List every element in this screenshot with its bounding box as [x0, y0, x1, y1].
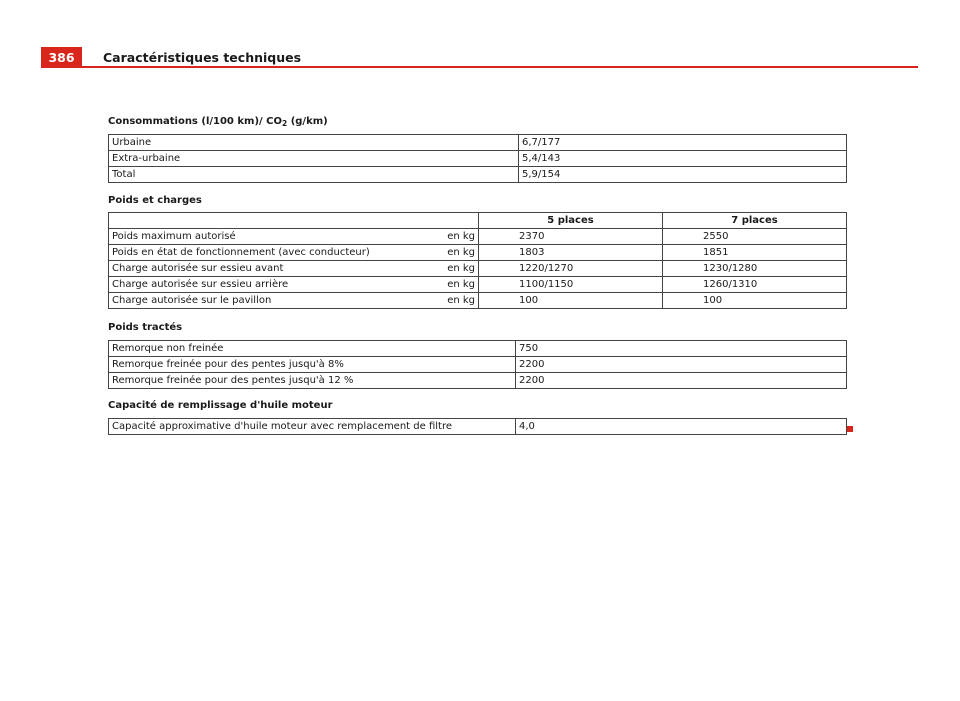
row-value: 5,4/143 [519, 151, 847, 167]
row-label: Charge autorisée sur le pavillon [112, 295, 272, 306]
row-label: Urbaine [109, 135, 519, 151]
column-header-5-places: 5 places [479, 213, 663, 229]
page-number: 386 [41, 47, 82, 67]
page-title: Caractéristiques techniques [103, 50, 302, 65]
row-label: Capacité approximative d'huile moteur avec remplacement de filtre [109, 419, 516, 435]
row-label: Charge autorisée sur essieu arrière [112, 279, 289, 290]
row-value: 2200 [516, 357, 847, 373]
value-5-places: 1220/1270 [479, 261, 663, 277]
table-row [109, 167, 847, 183]
table-row [109, 135, 847, 151]
weights-title: Poids et charges [108, 195, 202, 206]
table-row [109, 151, 847, 167]
table-row [109, 261, 847, 277]
value-5-places: 1803 [479, 245, 663, 261]
value-5-places: 100 [479, 293, 663, 309]
section-end-square-icon [847, 426, 853, 432]
value-7-places: 1230/1280 [663, 261, 847, 277]
row-label: Remorque freinée pour des pentes jusqu'à 8% [109, 357, 516, 373]
table-row [109, 357, 847, 373]
consumption-table [108, 134, 847, 183]
row-value: 6,7/177 [519, 135, 847, 151]
row-value: 2200 [516, 373, 847, 389]
row-unit: en kg [447, 231, 475, 242]
row-label: Total [109, 167, 519, 183]
weights-table [108, 212, 847, 309]
row-label: Remorque freinée pour des pentes jusqu'à 12 % [109, 373, 516, 389]
value-5-places: 1100/1150 [479, 277, 663, 293]
row-unit: en kg [447, 247, 475, 258]
table-row [109, 229, 847, 245]
row-label: Charge autorisée sur essieu avant [112, 263, 284, 274]
value-7-places: 100 [663, 293, 847, 309]
row-unit: en kg [447, 263, 475, 274]
header-empty [109, 213, 479, 229]
row-unit: en kg [447, 279, 475, 290]
value-5-places: 2370 [479, 229, 663, 245]
row-unit: en kg [447, 295, 475, 306]
towing-title: Poids tractés [108, 322, 183, 333]
table-row [109, 277, 847, 293]
table-row [109, 341, 847, 357]
value-7-places: 1260/1310 [663, 277, 847, 293]
table-row [109, 419, 847, 435]
header-rule [41, 66, 918, 68]
table-row [109, 245, 847, 261]
table-row [109, 373, 847, 389]
row-label: Extra-urbaine [109, 151, 519, 167]
row-label: Remorque non freinée [109, 341, 516, 357]
value-7-places: 2550 [663, 229, 847, 245]
row-value: 4,0 [516, 419, 847, 435]
row-label: Poids maximum autorisé [112, 231, 236, 242]
value-7-places: 1851 [663, 245, 847, 261]
row-label: Poids en état de fonctionnement (avec conducteur) [112, 247, 370, 258]
column-header-7-places: 7 places [663, 213, 847, 229]
page-header [41, 47, 918, 68]
oil-table [108, 418, 847, 435]
row-value: 750 [516, 341, 847, 357]
consumption-title: Consommations (l/100 km)/ $CO_2$ (g/km) [108, 116, 328, 128]
table-row [109, 293, 847, 309]
row-value: 5,9/154 [519, 167, 847, 183]
table-header-row [109, 213, 847, 229]
oil-title: Capacité de remplissage d'huile moteur [108, 400, 333, 411]
towing-table [108, 340, 847, 389]
